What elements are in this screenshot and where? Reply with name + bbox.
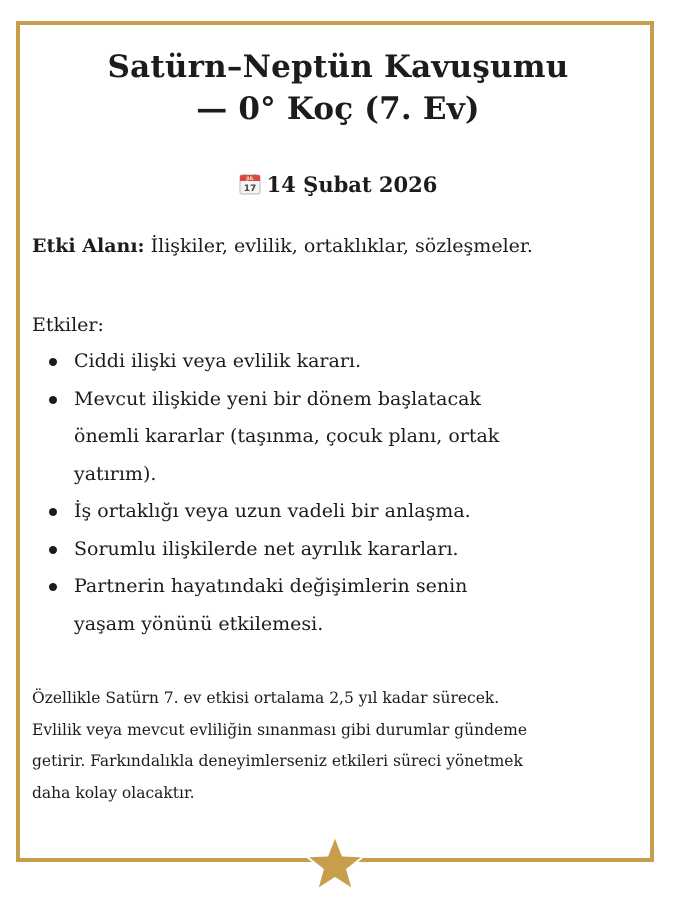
list-item-line: Ciddi ilişki veya evlilik kararı. — [74, 350, 362, 372]
calendar-icon-day: 17 — [243, 184, 256, 194]
calendar-icon — [239, 173, 261, 195]
bullet-icon — [49, 396, 57, 404]
bullet-icon — [49, 508, 57, 516]
list-item — [32, 493, 632, 531]
list-item-line: önemli kararlar (taşınma, çocuk planı, ortak — [74, 425, 500, 447]
impact-label: Etki Alanı: — [32, 235, 145, 257]
note-line: Evlilik veya mevcut evliliğin sınanması gibi durumlar gündeme — [32, 720, 528, 739]
impact-area — [32, 231, 644, 261]
list-item-line: yatırım). — [74, 462, 157, 485]
effects-list — [32, 343, 632, 643]
effects-heading: Etkiler: — [32, 314, 104, 336]
title-line-2: — 0° Koç (7. Ev) — [196, 91, 480, 127]
list-item-line: İş ortaklığı veya uzun vadeli bir anlaşma. — [74, 500, 471, 522]
date-text: 14 Şubat 2026 — [266, 172, 438, 197]
bullet-icon — [49, 358, 57, 366]
list-item-line: yaşam yönünü etkilemesi. — [74, 612, 324, 635]
impact-value: İlişkiler, evlilik, ortaklıklar, sözleşmeler. — [144, 235, 533, 257]
list-item — [32, 381, 632, 494]
list-item-line: Mevcut ilişkide yeni bir dönem başlatacak — [74, 387, 481, 410]
list-item — [32, 531, 632, 569]
star-icon — [305, 835, 365, 893]
list-item — [32, 343, 632, 381]
date-row — [0, 170, 676, 200]
note-line: getirir. Farkındalıkla deneyimlerseniz etkileri süreci yönetmek — [32, 752, 523, 770]
page-title — [0, 46, 676, 130]
bullet-icon — [49, 583, 57, 591]
calendar-icon-month: JUL — [245, 176, 254, 181]
list-item-line: Sorumlu ilişkilerde net ayrılık kararları. — [74, 537, 459, 560]
title-line-1: Satürn–Neptün Kavuşumu — [107, 49, 569, 85]
bullet-icon — [49, 546, 57, 554]
closing-note — [32, 683, 644, 809]
list-item — [32, 568, 632, 643]
note-line: Özellikle Satürn 7. ev etkisi ortalama 2,5 yıl kadar sürecek. — [32, 689, 500, 707]
list-item-line: Partnerin hayatındaki değişimlerin senin — [74, 575, 468, 597]
note-line: daha kolay olacaktır. — [32, 783, 195, 802]
